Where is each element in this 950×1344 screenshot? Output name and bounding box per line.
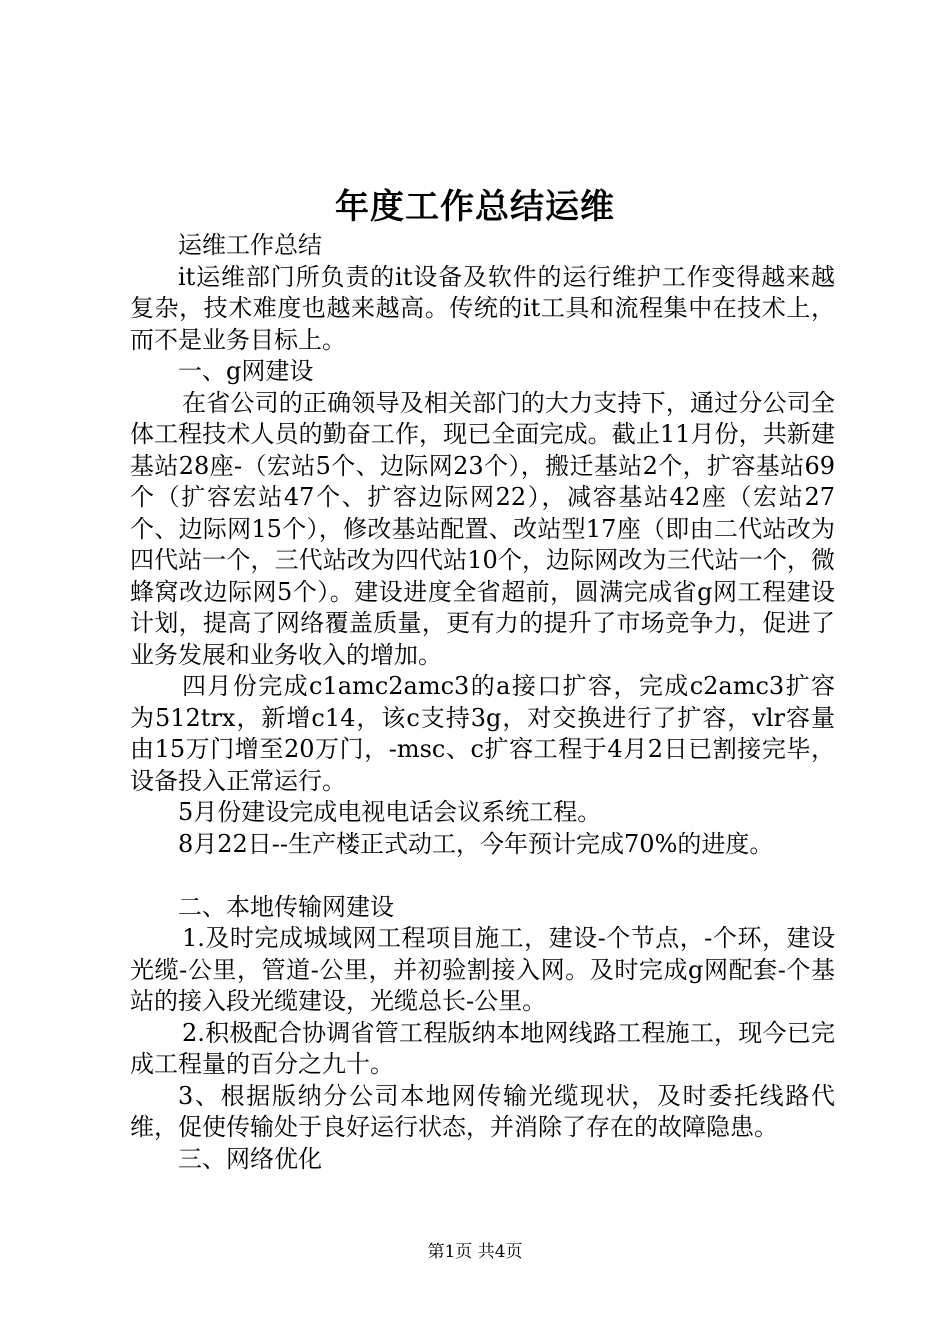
section-heading-g-network: 一、g网建设 [178, 357, 314, 385]
paragraph-transport-item-3: 3、根据版纳分公司本地网传输光缆现状，及时委托线路代维，促使传输处于良好运行状态，并消除了存在的故障隐患。 [130, 1081, 835, 1141]
section-heading-transport: 二、本地传输网建设 [178, 892, 394, 921]
page-footer: 第1页 共4页 [427, 1242, 523, 1262]
paragraph-aug-building: 8月22日--生产楼正式动工，今年预计完成70%的进度。 [178, 829, 774, 858]
paragraph-may-conference: 5月份建设完成电视电话会议系统工程。 [178, 798, 602, 826]
section-heading-optimization: 三、网络优化 [178, 1144, 322, 1173]
blank-line [130, 860, 835, 892]
paragraph-subtitle: 运维工作总结 [178, 231, 322, 259]
paragraph-april-expansion: 四月份完成c1amc2amc3的a接口扩容，完成c2amc3扩容为512trx，新增c14，该c支持3g，对交换进行了扩容，vlr容量由15万门增至20万门，-msc、c扩容工程于4月2日已割接完毕，设备投入正常运行。 [130, 672, 835, 795]
paragraph-transport-item-2: 2.积极配合协调省管工程版纳本地网线路工程施工，现今已完成工程量的百分之九十。 [130, 1018, 835, 1078]
paragraph-transport-item-1: 1.及时完成城域网工程项目施工，建设-个节点，-个环，建设光缆-公里，管道-公里，并初验割接入网。及时完成g网配套-个基站的接入段光缆建设，光缆总长-公里。 [130, 924, 835, 1015]
paragraph-intro: it运维部门所负责的it设备及软件的运行维护工作变得越来越复杂，技术难度也越来越高。传统的it工具和流程集中在技术上，而不是业务目标上。 [130, 262, 835, 354]
document-title: 年度工作总结运维 [335, 187, 615, 227]
document-body [130, 230, 835, 1175]
paragraph-g-network-build: 在省公司的正确领导及相关部门的大力支持下，通过分公司全体工程技术人员的勤奋工作，现已全面完成。截止11月份，共新建基站28座-（宏站5个、边际网23个），搬迁基站2个，扩容基站69个（扩容宏站47个、扩容边际网22），减容基站42座（宏站27个、边际网15个），修改基站配置、改站型17座（即由二代站改为四代站一个，三代站改为四代站10个，边际网改为三代站一个，微蜂窝改边际网5个）。建设进度全省超前，圆满完成省g网工程建设计划，提高了网络覆盖质量，更有力的提升了市场竞争力，促进了业务发展和业务收入的增加。 [130, 388, 835, 669]
